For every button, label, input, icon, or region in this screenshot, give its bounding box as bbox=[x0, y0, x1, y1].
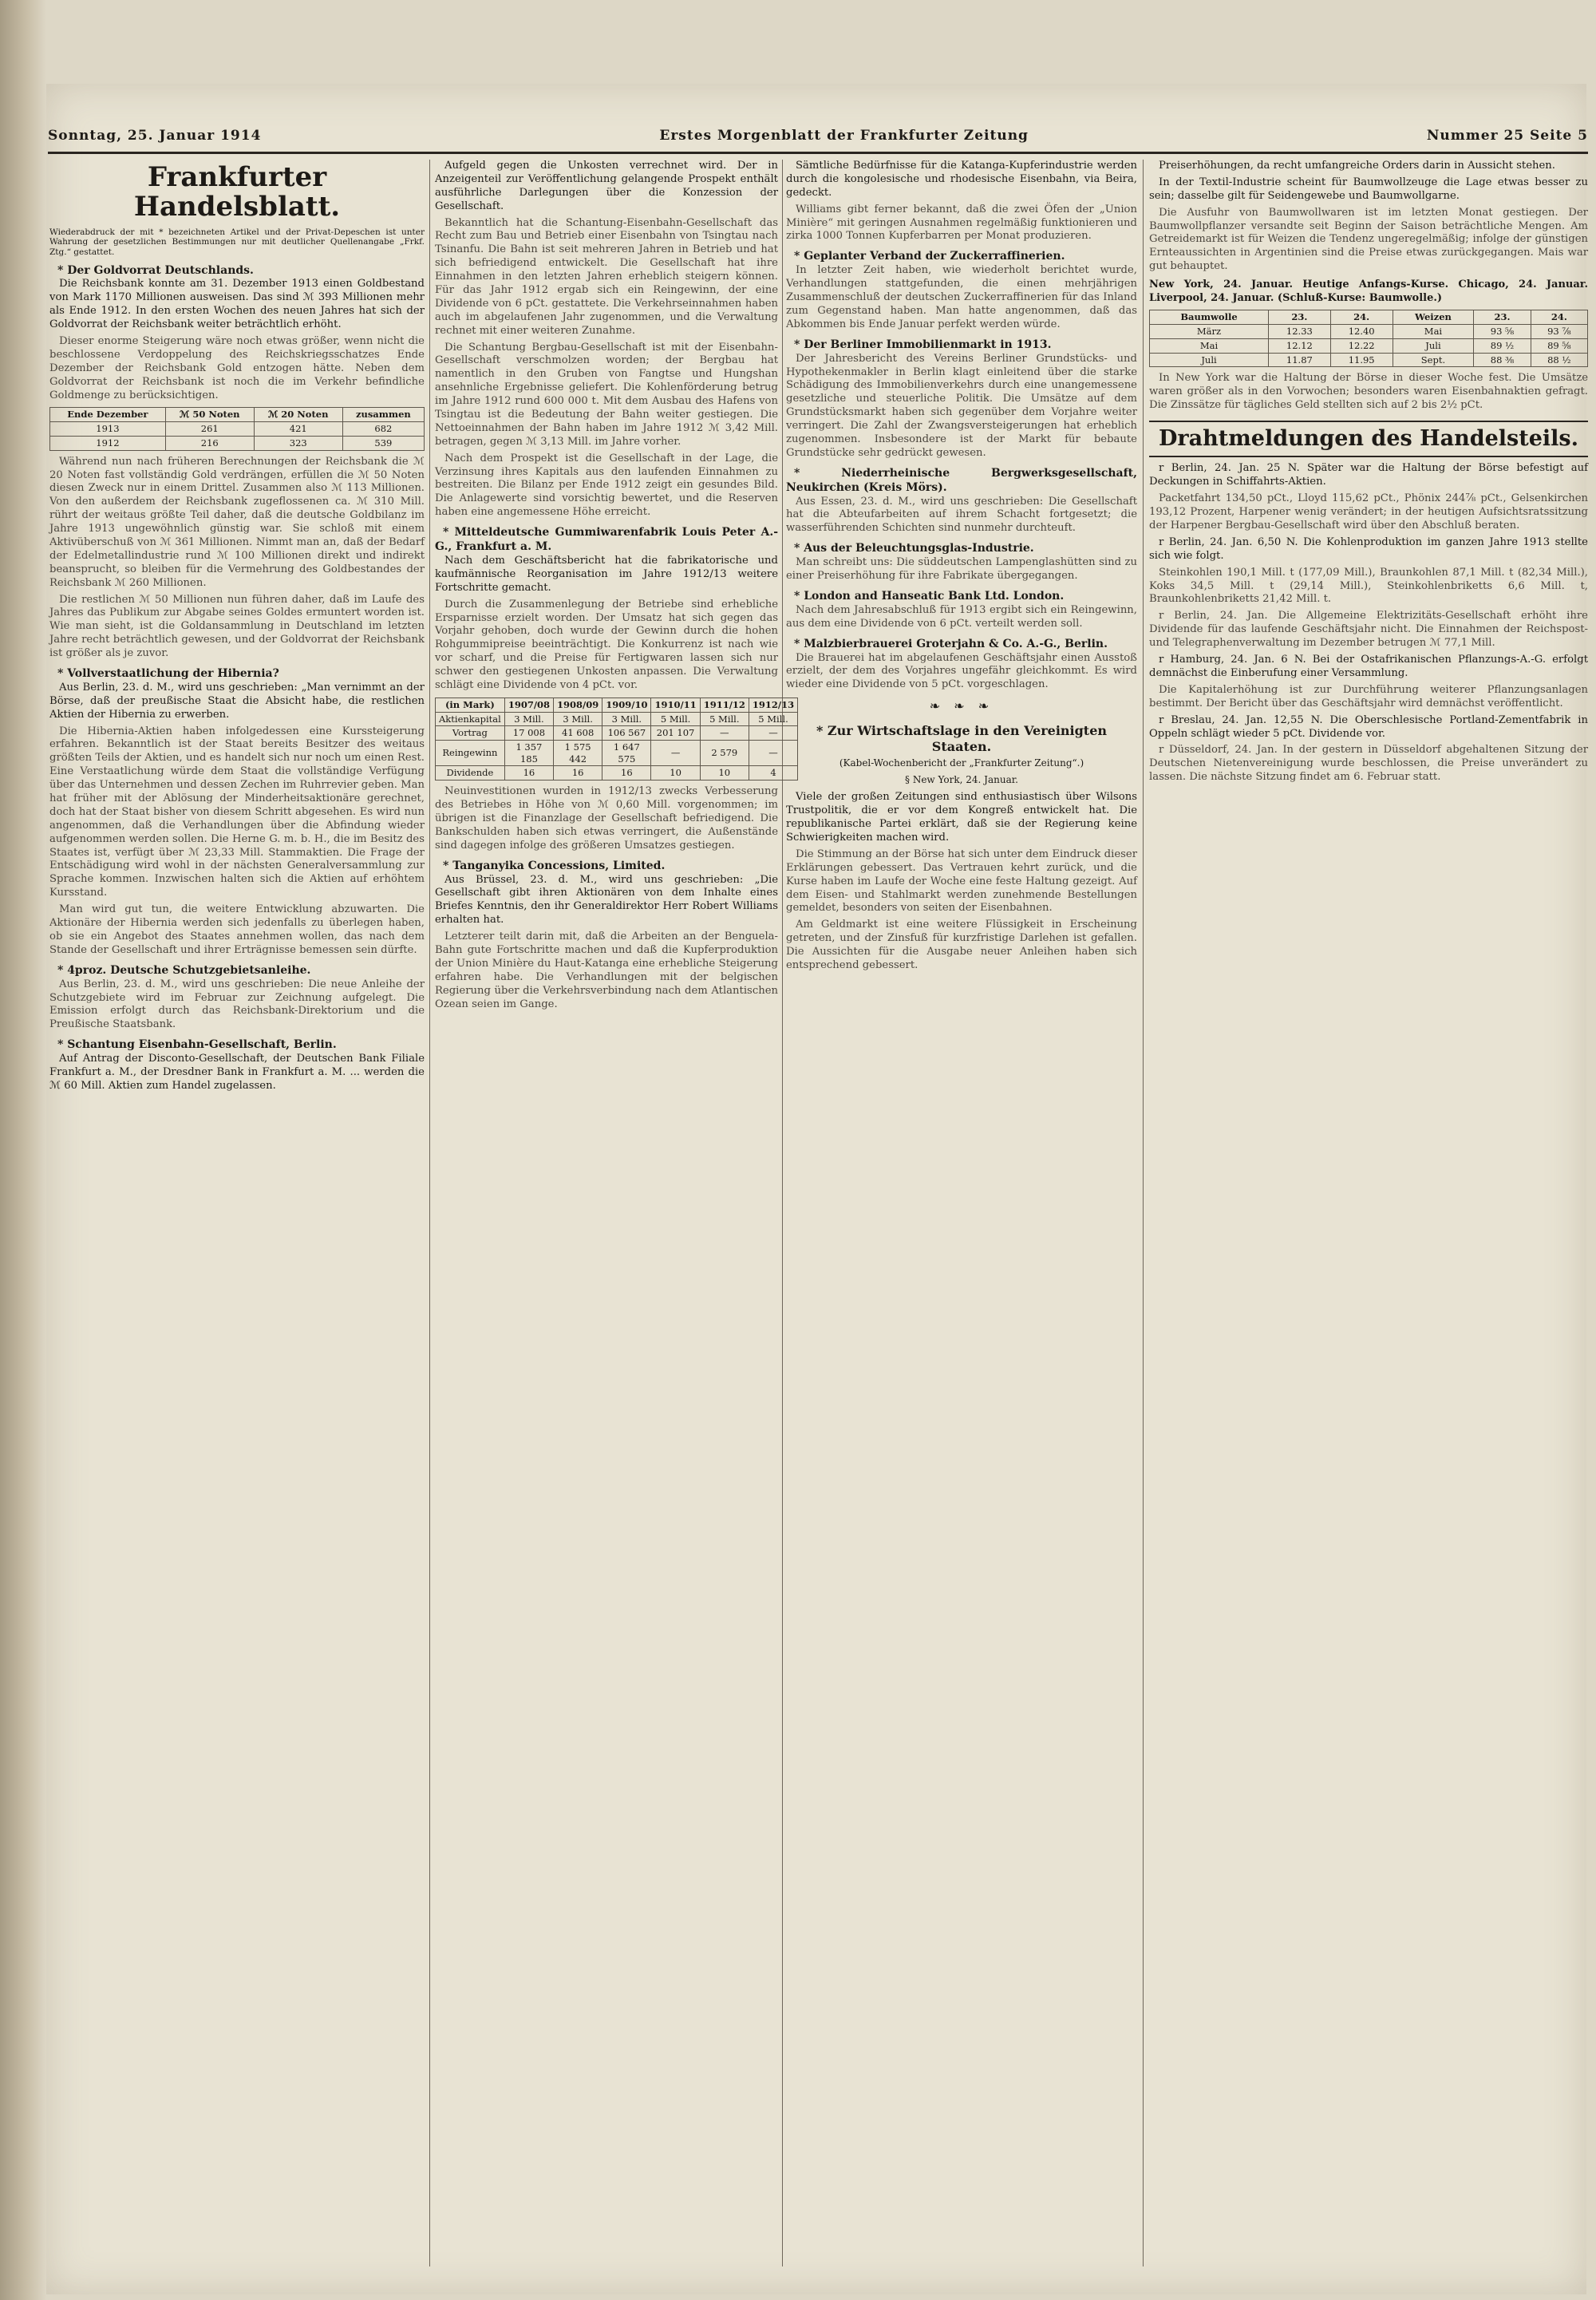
article-text-hibernia: Aus Berlin, 23. d. M., wird uns geschrieben: „Man vernimmt an der Börse, daß der preußische Staat die Absicht habe, die restlichen Aktien der Hibernia zu erwerben. bbox=[49, 681, 425, 721]
section-title-drahtmeldungen: Drahtmeldungen des Handelsteils. bbox=[1149, 421, 1588, 458]
article-text-continuation: Nach dem Prospekt ist die Gesellschaft in der Lage, die Verzinsung ihres Kapitals aus den laufenden Einnahmen zu bestreiten. Die Bilanz per Ende 1912 zeigt ein gesundes Bild. Die Anlagewerte sind vorsichtig bewertet, und die Reserven haben eine angemessene Höhe erreicht. bbox=[435, 452, 778, 519]
table-row bbox=[50, 422, 425, 437]
table-cell: — bbox=[700, 726, 749, 741]
article-text-gummiwarenfabrik: Nach dem Geschäftsbericht hat die fabrikatorische und kaufmännische Reorganisation im Jahre 1912/13 weitere Fortschritte gemacht. bbox=[435, 554, 778, 594]
page-binding-edge bbox=[0, 0, 46, 2300]
table-cell: 421 bbox=[254, 422, 342, 437]
table-header-cell: 1907/08 bbox=[504, 698, 553, 712]
header-rule bbox=[48, 152, 1588, 154]
column-divider bbox=[782, 160, 783, 2266]
table-cell: 2 579 bbox=[700, 741, 749, 766]
table-cell: — bbox=[651, 741, 700, 766]
table-cell: 201 107 bbox=[651, 726, 700, 741]
table-cell: 1913 bbox=[50, 422, 166, 437]
telegram-berlin-1: r Berlin, 24. Jan. 25 N. Später war die Haltung der Börse befestigt auf Deckungen in Schiffahrts-Aktien. bbox=[1149, 462, 1588, 488]
financial-table bbox=[435, 698, 798, 780]
article-text-continuation: Die Ausfuhr von Baumwollwaren ist im letzten Monat gestiegen. Der Baumwollpflanzer versandte seit Beginn der Saison beträchtliche Mengen. Am Getreidemarkt ist für Weizen die Tendenz ungeregelmäßig; infolge der günstigen Ernteaussichten in Argentinien sind die Preise etwas zurückgegangen. Mais war gut behauptet. bbox=[1149, 206, 1588, 273]
article-text-continuation: r Düsseldorf, 24. Jan. In der gestern in Düsseldorf abgehaltenen Sitzung der Deutschen Nietenvereinigung wurde beschlossen, die Preise unverändert zu lassen. Die nächste Sitzung findet am 6. Februar statt. bbox=[1149, 744, 1588, 784]
table-cell: 261 bbox=[165, 422, 254, 437]
article-text-continuation: Neuinvestitionen wurden in 1912/13 zwecks Verbesserung des Betriebes in Höhe von ℳ 0,60 Mill. vorgenommen; im übrigen ist die Finanzlage der Gesellschaft befriedigend. Die Bankschulden haben sich etwas verringert, die Außenstände sind dagegen infolge des größeren Umsatzes gestiegen. bbox=[435, 785, 778, 852]
table-cell: 323 bbox=[254, 436, 342, 450]
table-header-cell: 24. bbox=[1330, 310, 1393, 325]
article-text-continuation: Dieser enorme Steigerung wäre noch etwas größer, wenn nicht die beschlossene Verdoppelung des Reichskriegsschatzes Ende Dezember der Reichsbank Gold entzogen hätte. Neben dem Goldvorrat der Reichsbank ist noch die im Verkehr befindliche Goldmenge zu berücksichtigen. bbox=[49, 335, 425, 401]
table-cell: 3 Mill. bbox=[504, 712, 553, 726]
market-quotes-table bbox=[1149, 310, 1588, 367]
article-title-gummiwarenfabrik: * Mitteldeutsche Gummiwarenfabrik Louis Peter A.-G., Frankfurt a. M. bbox=[435, 526, 778, 554]
article-title-hanseatic-bank: * London and Hanseatic Bank Ltd. London. bbox=[794, 589, 1065, 603]
table-cell: 16 bbox=[554, 766, 602, 780]
table-cell: 3 Mill. bbox=[554, 712, 602, 726]
article-text-tanganyika: Aus Brüssel, 23. d. M., wird uns geschrieben: „Die Gesellschaft gibt ihren Aktionären von dem Inhalte eines Briefes Kenntnis, den ihr Generaldirektor Herr Robert Williams erhalten hat. bbox=[435, 873, 778, 927]
article-title-bergwerksgesellschaft: * Niederrheinische Bergwerksgesellschaft, Neukirchen (Kreis Mörs). bbox=[786, 466, 1137, 494]
table-header-cell: ℳ 20 Noten bbox=[254, 408, 342, 422]
table-cell: 5 Mill. bbox=[700, 712, 749, 726]
article-title-schantung: * Schantung Eisenbahn-Gesellschaft, Berlin. bbox=[57, 1038, 337, 1052]
section-title-handelsblatt: Frankfurter Handelsblatt. bbox=[133, 161, 341, 223]
table-cell: Aktienkapital bbox=[436, 712, 505, 726]
table-header-cell: 1908/09 bbox=[554, 698, 602, 712]
table-header-cell: 24. bbox=[1531, 310, 1587, 325]
article-text-continuation: Die Brauerei hat im abgelaufenen Geschäftsjahr einen Ausstoß erzielt, der dem des Vorjahres ungefähr gleichkommt. Es wird wieder eine Dividende von 5 pCt. vorgeschlagen. bbox=[786, 651, 1137, 691]
telegram-breslau: r Breslau, 24. Jan. 12,55 N. Die Oberschlesische Portland-Zementfabrik in Oppeln schlägt wieder 5 pCt. Dividende vor. bbox=[1149, 713, 1588, 740]
article-text-continuation: Aus Essen, 23. d. M., wird uns geschrieben: Die Gesellschaft hat die Abteufarbeiten auf ihrem Schacht fortgesetzt; die wasserführenden Schichten sind nunmehr durchteuft. bbox=[786, 495, 1137, 535]
article-title-tanganyika: * Tanganyika Concessions, Limited. bbox=[443, 859, 666, 872]
market-quotes-title: New York, 24. Januar. Heutige Anfangs-Kurse. Chicago, 24. Januar. Liverpool, 24. Januar. (Schluß-Kurse: Baumwolle.) bbox=[1149, 279, 1588, 304]
table-cell: 1 575 442 bbox=[554, 741, 602, 766]
table-header-cell: Baumwolle bbox=[1150, 310, 1269, 325]
header-paper-name: Erstes Morgenblatt der Frankfurter Zeitung bbox=[659, 128, 1029, 144]
table-row bbox=[436, 766, 798, 780]
article-text-textilindustrie: In der Textil-Industrie scheint für Baumwollzeuge die Lage etwas besser zu sein; dasselbe gilt für Seidengewebe und Baumwollgarne. bbox=[1149, 176, 1588, 202]
article-title-zuckerraffinerien: * Geplanter Verband der Zuckerraffinerien. bbox=[794, 250, 1065, 263]
table-cell: 682 bbox=[342, 422, 424, 437]
article-text-continuation: Die Stimmung an der Börse hat sich unter dem Eindruck dieser Erklärungen gebessert. Das Vertrauen kehrt zurück, und die Kurse haben im Laufe der Woche eine feste Haltung gezeigt. Auf dem Eisen- und Stahlmarkt werden zunehmende Bestellungen gemeldet, besonders von seiten der Eisenbahnen. bbox=[786, 848, 1137, 915]
table-header-cell: 1910/11 bbox=[651, 698, 700, 712]
table-cell: 3 Mill. bbox=[602, 712, 651, 726]
article-text-katanga: Sämtliche Bedürfnisse für die Katanga-Kupferindustrie werden durch die kongolesische und rhodesische Eisenbahn, via Beira, gedeckt. bbox=[786, 160, 1137, 199]
table-cell: 539 bbox=[342, 436, 424, 450]
table-cell: 106 567 bbox=[602, 726, 651, 741]
page-header bbox=[48, 120, 1588, 152]
table-cell: Reingewinn bbox=[436, 741, 505, 766]
article-text-preiserhoehungen: Preiserhöhungen, da recht umfangreiche Orders darin in Aussicht stehen. bbox=[1159, 160, 1555, 172]
article-text-goldvorrat: Die Reichsbank konnte am 31. Dezember 1913 einen Goldbestand von Mark 1170 Millionen ausweisen. Das sind ℳ 393 Millionen mehr als Ende 1912. In den ersten Wochen des neuen Jahres hat sich der Goldvorrat der Reichsbank weiter beträchtlich erhöht. bbox=[49, 278, 425, 331]
article-title-schutzgebietsanleihe: * 4proz. Deutsche Schutzgebietsanleihe. bbox=[57, 963, 311, 977]
table-header-cell: (in Mark) bbox=[436, 698, 505, 712]
table-cell: Dividende bbox=[436, 766, 505, 780]
table-cell: 5 Mill. bbox=[651, 712, 700, 726]
article-text-continuation: Durch die Zusammenlegung der Betriebe sind erhebliche Ersparnisse erzielt worden. Der Umsatz hat sich gegen das Vorjahr gehoben, doch wurde der Gewinn durch die hohen Rohgummipreise beeinträchtigt. Die Konkurrenz ist nach wie vor scharf, und die Preise für Fertigwaren lassen sich nur schwer den gestiegenen Unkosten anpassen. Die Verwaltung schlägt eine Dividende von 4 pCt. vor. bbox=[435, 598, 778, 691]
article-text-continuation: Am Geldmarkt ist eine weitere Flüssigkeit in Erscheinung getreten, und der Zinsfuß für kurzfristige Darlehen ist gefallen. Die Aussichten für die Ausgabe neuer Anleihen haben sich entsprechend gebessert. bbox=[786, 919, 1137, 971]
article-title-goldvorrat: * Der Goldvorrat Deutschlands. bbox=[57, 263, 254, 277]
table-cell: 41 608 bbox=[554, 726, 602, 741]
article-text-continuation: Williams gibt ferner bekannt, daß die zwei Öfen der „Union Minière“ mit geringen Ausnahmen regelmäßig funktionieren und zirka 1000 Tonnen Kupferbarren per Monat produzieren. bbox=[786, 203, 1137, 243]
article-text-continuation: Der Jahresbericht des Vereins Berliner Grundstücks- und Hypothekenmakler in Berlin klagt einleitend über die starke Schädigung des Immobilienverkehrs durch eine unangemessene gesetzliche und steuerliche Politik. Die Umsätze auf dem Grundstücksmarkt haben sich gegenüber dem Vorjahre weiter verringert. Die Zahl der Zwangsversteigerungen hat erheblich zugenommen. Insbesondere ist der Markt für bebaute Grundstücke sehr gedrückt gewesen. bbox=[786, 352, 1137, 459]
article-text-continuation: r Berlin, 24. Jan. Die Allgemeine Elektrizitäts-Gesellschaft erhöht ihre Dividende für das laufende Geschäftsjahr nicht. Die Einnahmen der Reichspost- und Telegraphenverwaltung im Dezember betrugen ℳ 77,1 Mill. bbox=[1149, 610, 1588, 650]
column-4 bbox=[1149, 160, 1588, 2266]
table-header-cell: 23. bbox=[1474, 310, 1531, 325]
header-issue: Nummer 25 Seite 5 bbox=[1426, 128, 1588, 144]
article-text-continuation: Während nun nach früheren Berechnungen der Reichsbank die ℳ 20 Noten fast vollständig Gold verdrängen, erfüllen die ℳ 50 Noten diesen Zweck nur in einem Drittel. Zusammen also ℳ 113 Millionen. Von den außerdem der Reichsbank zugeflossenen ca. ℳ 310 Mill. rührt der weitaus größte Teil daher, daß die deutsche Goldbilanz im Jahre 1913 ungewöhnlich günstig war. Sie schloß mit einem Aktivüberschuß von ℳ 361 Millionen. Nimmt man an, daß der Bedarf der Edelmetallindustrie rund ℳ 100 Millionen direkt und indirekt beansprucht, so bleiben für die Vermehrung des Goldbestandes der Reichsbank ℳ 260 Millionen. bbox=[49, 455, 425, 589]
table-cell: Vortrag bbox=[436, 726, 505, 741]
table-cell: 5 Mill. bbox=[749, 712, 797, 726]
article-text-continuation: Steinkohlen 190,1 Mill. t (177,09 Mill.), Braunkohlen 87,1 Mill. t (82,34 Mill.), Koks 34,5 Mill. t (29,14 Mill.), Steinkohlenbriketts 6,6 Mill. t, Braunkohlenbriketts 21,42 Mill. t. bbox=[1149, 566, 1588, 606]
article-text-continuation: Packetfahrt 134,50 pCt., Lloyd 115,62 pCt., Phönix 244⅞ pCt., Gelsenkirchen 193,12 Prozent, Harpener wenig verändert; in der heutigen Aufsichtsratssitzung der Harpener Bergbau-Gesellschaft wird über den Abschluß beraten. bbox=[1149, 492, 1588, 532]
table-header-cell: Weizen bbox=[1393, 310, 1474, 325]
article-text-continuation: In New York war die Haltung der Börse in dieser Woche fest. Die Umsätze waren größer als in den Vorwochen; besonders waren Eisenbahnaktien gefragt. Die Zinssätze für tägliches Geld stellten sich auf 2 bis 2½ pCt. bbox=[1149, 372, 1588, 412]
telegram-hamburg: r Hamburg, 24. Jan. 6 N. Bei der Ostafrikanischen Pflanzungs-A.-G. erfolgt demnächst die Einberufung einer Versammlung. bbox=[1149, 654, 1588, 679]
article-text-continuation: Die Schantung Bergbau-Gesellschaft ist mit der Eisenbahn-Gesellschaft verschmolzen worden; der Bergbau hat namentlich in den Gruben von Fangtse und Hungshan ansehnliche Ergebnisse geliefert. Die Kohlenförderung betrug im Jahre 1912 rund 600 000 t. Mit dem Ausbau des Hafens von Tsingtau ist die Bedeutung der Bahn weiter gestiegen. Die Nettoeinnahmen der Bahn haben im Jahre 1912 ℳ 3,42 Mill. betragen, gegen ℳ 3,13 Mill. im Jahre vorher. bbox=[435, 341, 778, 448]
table-cell: 4 bbox=[749, 766, 797, 780]
article-text-continuation: Die Hibernia-Aktien haben infolgedessen eine Kurssteigerung erfahren. Bekanntlich ist der Staat bereits Besitzer des weitaus größten Teils der Aktien, und es handelt sich nur noch um einen Rest. Eine Verstaatlichung würde dem Staat die vollständige Verfügung über das Unternehmen und dessen Zechen im Ruhrrevier geben. Man hat früher mit der Ablösung der Minderheitsaktionäre gerechnet, doch hat der Staat bisher von diesem Schritt abgesehen. Es wird nun angenommen, daß die Verhandlungen über die Abfindung wieder aufgenommen werden sollen. Die Herne G. m. b. H., die im Besitz des Staates ist, verfügt über ℳ 23,33 Mill. Stammaktien. Die Frage der Entschädigung wird wohl in der nächsten Generalversammlung zur Sprache kommen. Inzwischen halten sich die Aktien auf erhöhtem Kursstand. bbox=[49, 725, 425, 899]
table-header-cell: zusammen bbox=[342, 408, 424, 422]
article-title-beleuchtungsglas: * Aus der Beleuchtungsglas-Industrie. bbox=[794, 542, 1034, 555]
table-row bbox=[436, 741, 798, 766]
table-cell: 16 bbox=[504, 766, 553, 780]
article-text-continuation: Man wird gut tun, die weitere Entwicklung abzuwarten. Die Aktionäre der Hibernia werden sich jedenfalls zu überlegen haben, ob sie ein Angebot des Staates annehmen wollen, das nach dem Stande der Gesellschaft und ihrer Erträgnisse bemessen sein dürfte. bbox=[49, 903, 425, 956]
reprint-note: Wiederabdruck der mit * bezeichneten Artikel und der Privat-Depeschen ist unter Wahrung der gesetzlichen Bestimmungen nur mit deutlicher Quellenangabe „Frkf. Ztg.“ gestattet. bbox=[49, 227, 425, 257]
table-cell: 1912 bbox=[50, 436, 166, 450]
telegram-berlin-2: r Berlin, 24. Jan. 6,50 N. Die Kohlenproduktion im ganzen Jahre 1913 stellte sich wie folgt. bbox=[1149, 535, 1588, 562]
table-header-cell: 23. bbox=[1269, 310, 1331, 325]
article-text-continuation: Man schreibt uns: Die süddeutschen Lampenglashütten sind zu einer Preiserhöhung für ihre Fabrikate übergegangen. bbox=[786, 556, 1137, 583]
column-1 bbox=[49, 160, 425, 2266]
article-dateline: § New York, 24. Januar. bbox=[905, 773, 1018, 785]
article-text-continuation: Die Kapitalerhöhung ist zur Durchführung weiterer Pflanzungsanlagen bestimmt. Der Bericht über das Geschäftsjahr wird demnächst veröffentlicht. bbox=[1149, 683, 1588, 709]
table-cell: 10 bbox=[651, 766, 700, 780]
table-row bbox=[436, 712, 798, 726]
table-row: Juli 11.87 11.95 Sept. 88 ⅜ 88 ½ bbox=[1150, 353, 1588, 367]
article-title-immobilienmarkt: * Der Berliner Immobilienmarkt in 1913. bbox=[794, 338, 1052, 351]
article-text-continuation: Letzterer teilt darin mit, daß die Arbeiten an der Benguela-Bahn gute Fortschritte machen und daß die Kupferproduktion der Union Minière du Haut-Katanga eine erhebliche Steigerung erfahren habe. Die Verhandlungen mit der belgischen Regierung über die Verkehrsverbindung nach dem Atlantischen Ozean seien im Gange. bbox=[435, 931, 778, 1010]
article-text-continuation: In letzter Zeit haben, wie wiederholt berichtet wurde, Verhandlungen stattgefunden, die einen mehrjährigen Zusammenschluß der deutschen Zuckerraffinerien für das Inland zum Gegenstand haben. Man hatte angenommen, daß das Abkommen bis Ende Januar perfekt werden würde. bbox=[786, 264, 1137, 330]
table-row bbox=[50, 436, 425, 450]
article-title-malzbierbrauerei: * Malzbierbrauerei Groterjahn & Co. A.-G., Berlin. bbox=[794, 637, 1108, 650]
article-subtitle-wirtschaftslage: (Kabel-Wochenbericht der „Frankfurter Zeitung“.) bbox=[839, 757, 1084, 769]
table-row: Mai 12.12 12.22 Juli 89 ½ 89 ⅝ bbox=[1150, 338, 1588, 353]
article-title-hibernia: * Vollverstaatlichung der Hibernia? bbox=[57, 667, 279, 680]
table-cell: — bbox=[749, 726, 797, 741]
table-header-cell: 1912/13 bbox=[749, 698, 797, 712]
table-header-cell: 1909/10 bbox=[602, 698, 651, 712]
column-divider bbox=[1143, 160, 1144, 2266]
table-row bbox=[436, 726, 798, 741]
table-header-cell: ℳ 50 Noten bbox=[165, 408, 254, 422]
article-text-schantung: Auf Antrag der Disconto-Gesellschaft, der Deutschen Bank Filiale Frankfurt a. M., der Dresdner Bank in Frankfurt a. M. ... werden die ℳ 60 Mill. Aktien zum Handel zugelassen. bbox=[49, 1053, 425, 1092]
table-cell: 1 357 185 bbox=[504, 741, 553, 766]
article-text-continuation: Die restlichen ℳ 50 Millionen nun führen daher, daß im Laufe des Jahres das Publikum zur Abgabe seines Goldes ermuntert worden ist. Wie man sieht, ist die Goldansammlung in Deutschland im letzten Jahre recht beträchtlich gewesen, und der Goldvorrat der Reichsbank ist größer als je zuvor. bbox=[49, 593, 425, 660]
notes-table bbox=[49, 407, 425, 450]
article-text-continuation: Aus Berlin, 23. d. M., wird uns geschrieben: Die neue Anleihe der Schutzgebiete wird im Februar zur Zeichnung aufgelegt. Die Emission erfolgt durch das Reichsbank-Direktorium und die Preußische Staatsbank. bbox=[49, 978, 425, 1031]
table-cell: 1 647 575 bbox=[602, 741, 651, 766]
article-title-wirtschaftslage: * Zur Wirtschaftslage in den Vereinigten Staaten. bbox=[816, 722, 1107, 755]
column-divider bbox=[429, 160, 430, 2266]
table-header-cell: 1911/12 bbox=[700, 698, 749, 712]
table-cell: 17 008 bbox=[504, 726, 553, 741]
article-text-continuation: Nach dem Jahresabschluß für 1913 ergibt sich ein Reingewinn, aus dem eine Dividende von 6 pCt. verteilt werden soll. bbox=[786, 603, 1137, 630]
table-cell: 16 bbox=[602, 766, 651, 780]
table-header-cell: Ende Dezember bbox=[50, 408, 166, 422]
article-text-schantung-cont: Aufgeld gegen die Unkosten verrechnet wird. Der in Anzeigenteil zur Veröffentlichung gelangende Prospekt enthält ausführliche Darlegungen über die Konzession der Gesellschaft. bbox=[435, 160, 778, 212]
column-2 bbox=[435, 160, 795, 2266]
header-date: Sonntag, 25. Januar 1914 bbox=[48, 128, 262, 144]
table-row: März 12.33 12.40 Mai 93 ⅝ 93 ⅞ bbox=[1150, 325, 1588, 339]
column-3 bbox=[786, 160, 1137, 2266]
ornament-divider: ❧ ❧ ❧ bbox=[929, 698, 994, 714]
article-text-continuation: Bekanntlich hat die Schantung-Eisenbahn-Gesellschaft das Recht zum Bau und Betrieb einer Eisenbahn von Tsingtau nach Tsinanfu. Die Bahn ist seit mehreren Jahren in Betrieb und hat sich befriedigend entwickelt. Die Gesellschaft hat ihre Einnahmen in den letzten Jahren erheblich steigern können. Für das Jahr 1912 ergab sich ein Reingewinn, der eine Dividende von 6 pCt. gestattete. Die Verkehrseinnahmen haben auch im abgelaufenen Jahr zugenommen, und die Verwaltung rechnet mit einer weiteren Zunahme. bbox=[435, 216, 778, 337]
table-cell: — bbox=[749, 741, 797, 766]
table-cell: 216 bbox=[165, 436, 254, 450]
article-text-wirtschaftslage: Viele der großen Zeitungen sind enthusiastisch über Wilsons Trustpolitik, die er vor dem Kongreß entwickelt hat. Die republikanische Partei erklärt, daß sie der Regierung keine Schwierigkeiten machen wird. bbox=[786, 791, 1137, 844]
table-cell: 10 bbox=[700, 766, 749, 780]
